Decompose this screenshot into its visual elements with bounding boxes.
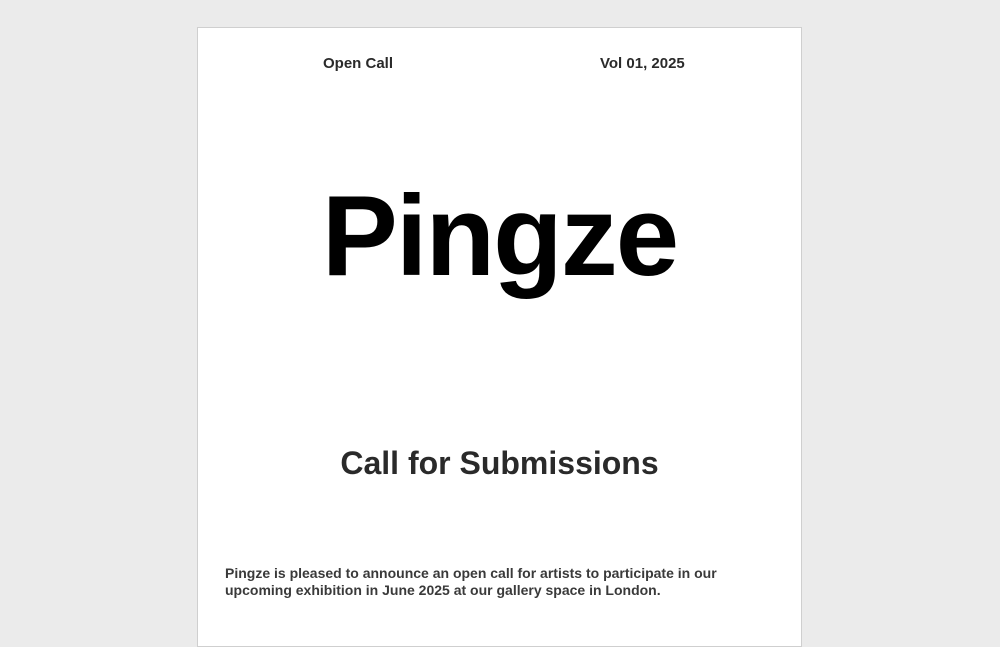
header-label: Open Call xyxy=(323,55,394,72)
document-page xyxy=(197,27,802,647)
brand-title: Pingze xyxy=(321,173,678,300)
volume-label: Vol 01, 2025 xyxy=(600,55,685,72)
section-title: Call for Submissions xyxy=(340,445,659,481)
intro-paragraph: Pingze is pleased to announce an open call for artists to participate in our upcoming exhibition in June 2025 at our gallery space in London. xyxy=(225,565,717,598)
